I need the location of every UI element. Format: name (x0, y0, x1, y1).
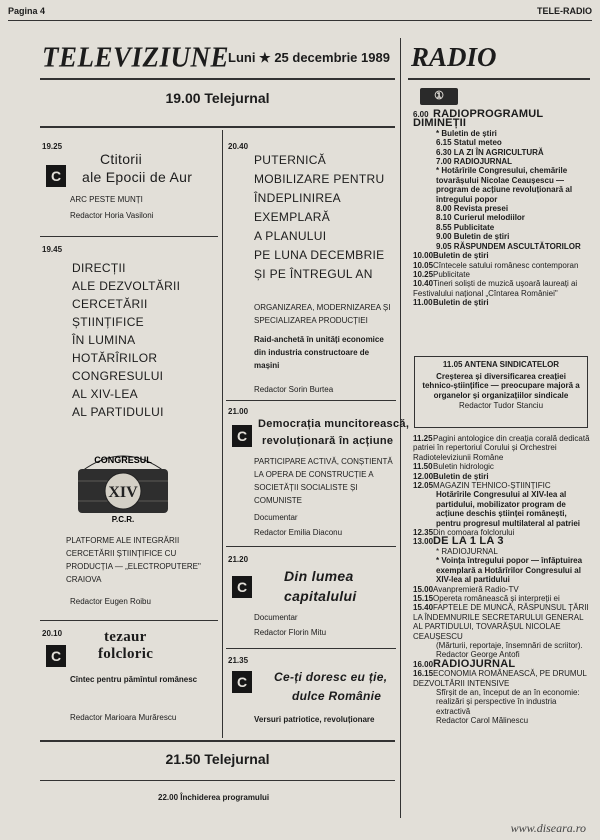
syndicate-editor: Redactor Tudor Stanciu (458, 401, 544, 410)
radio-item-text: DE LA 1 LA 3 (433, 535, 504, 548)
radio-item (413, 537, 591, 546)
program-time: 19.45 (42, 245, 63, 254)
program-title-line: DIRECȚII (72, 261, 126, 275)
channel-badge: C (46, 645, 66, 667)
channel-badge: C (46, 165, 66, 187)
program-subtitle: ORGANIZAREA, MODERNIZAREA ȘI SPECIALIZAREA PRODUCȚIEI (254, 303, 391, 325)
radio-schedule-1 (413, 110, 591, 308)
radio-item-text: 9.05 RĂSPUNDEM ASCULTĂTORILOR (436, 241, 581, 251)
radio-item-text: * Buletin de știri (436, 128, 497, 138)
radio-item-text: Avanpremieră Radio-TV (433, 584, 519, 594)
radio-item-text: ECONOMIA ROMÂNEASCĂ, PE DRUMUL DEZVOLTĂRII INTENSIVE (413, 669, 587, 688)
rule (40, 126, 395, 128)
tv-column-divider (222, 130, 223, 738)
program-title-line: HOTĂRÎRILOR (72, 351, 158, 365)
radio-item (413, 279, 591, 298)
program-title-line: PE LUNA DECEMBRIE (254, 248, 385, 262)
syndicate-heading (415, 360, 587, 370)
rule (226, 400, 396, 401)
program-description: Raid-anchetă în unități economice din industria constructoare de mașini (254, 335, 384, 370)
program-editor: Redactor Emilia Diaconu (254, 528, 343, 537)
radio-item (413, 261, 591, 270)
program-title: capitalului (284, 588, 357, 604)
radio-item (413, 490, 591, 528)
radio-schedule-2 (413, 434, 591, 726)
radio-item (413, 472, 591, 481)
radio-item-time: 11.50 (413, 462, 433, 472)
radio-item-time: 11.00 (413, 298, 433, 308)
program-editor: Redactor Horia Vasiloni (70, 211, 154, 220)
telejurnal-2150: 21.50 Telejurnal (165, 751, 270, 767)
radio-item-time: 16.00 (413, 659, 434, 669)
radio-item-text: RADIOJURNAL (433, 657, 516, 670)
radio-item-text: Buletin de știri (433, 298, 489, 308)
radio-item-text: MAGAZIN TEHNICO-ȘTIINȚIFIC (433, 481, 551, 491)
program-title-line: PUTERNICĂ (254, 153, 327, 167)
channel-badge: C (232, 576, 252, 598)
radio-item-text: FAPTELE DE MUNCĂ, RĂSPUNSUL ȚĂRII LA ÎNDEMNURILE SECRETARULUI GENERAL AL PARTIDULUI, TOVARĂȘUL NICOLAE CEAUȘESCU (413, 603, 589, 641)
radio-section-title: RADIO (411, 42, 497, 72)
radio-item (413, 157, 591, 166)
program-title-line: ȘI PE ÎNTREGUL AN (254, 267, 373, 281)
radio-item (413, 251, 591, 260)
radio-item-time: 12.05 (413, 481, 434, 491)
radio-item-text: Hotărîrile Congresului al XIV-lea al partidului, mobilizator program de acțiune deschis științei românești, pentru progresul multilateral al patriei (436, 490, 581, 528)
program-editor: Redactor Florin Mitu (254, 628, 327, 637)
radio-item-time: 12.00 (413, 471, 434, 481)
program-title: ale Epocii de Aur (82, 169, 193, 185)
telejurnal-1900: 19.00 Telejurnal (165, 90, 270, 106)
program-title: Ce-ți doresc eu ție, (274, 670, 388, 684)
radio-item-text: 8.00 Revista presei (436, 204, 509, 214)
closing-program: 22.00 Închiderea programului (158, 793, 270, 802)
program-title: Democrația muncitorească, (258, 418, 410, 430)
radio-item (413, 204, 591, 213)
syndicate-time: 11.05 (442, 360, 463, 369)
radio-item (413, 223, 591, 232)
program-editor: Redactor Eugen Roibu (70, 597, 151, 606)
program-subtitle: ARC PESTE MUNȚI (70, 195, 143, 204)
radio-item (413, 110, 591, 129)
program-title: Ctitorii (100, 151, 143, 167)
syndicate-box (414, 356, 588, 428)
radio-item (413, 594, 591, 603)
program-title-block (72, 259, 180, 421)
program-time: 21.35 (228, 656, 249, 665)
radio-item (413, 657, 591, 670)
header-rule (8, 20, 592, 21)
rule (40, 236, 218, 237)
program-title: Din lumea (284, 568, 354, 584)
radio-item-text: Buletin hidrologic (433, 462, 494, 472)
program-title-line: EXEMPLARĂ (254, 210, 331, 224)
radio-item-text: Opereta românească și interpreții ei (433, 593, 560, 603)
radio-item-text: RADIOPROGRAMUL DIMINEȚII (413, 108, 544, 130)
page-number: Pagina 4 (8, 6, 46, 16)
radio-item-time: 15.15 (413, 593, 434, 603)
radio-item (413, 298, 591, 307)
radio-item-text: (Mărturii, reportaje, însemnări de scriitor). Redactor George Antofi (436, 640, 583, 660)
rule (226, 648, 396, 649)
radio-item (413, 232, 591, 241)
channel-badge: C (232, 671, 252, 693)
program-time: 20.40 (228, 142, 249, 151)
radio-item-text: 6.30 LA ZI ÎN AGRICULTURĂ (436, 147, 544, 157)
program-title: dulce Românie (292, 689, 382, 703)
radio-item-time: 13.00 (413, 537, 434, 547)
program-time: 19.25 (42, 142, 63, 151)
radio-item-time: 15.40 (413, 603, 434, 613)
emblem-bottom-text: P.C.R. (111, 515, 135, 524)
radio-item (413, 688, 591, 716)
program-description: Versuri patriotice, revoluționare (254, 715, 375, 724)
emblem-top-text: CONGRESUL (94, 455, 152, 465)
radio-item (413, 716, 591, 725)
radio-item-text: 7.00 RADIOJURNAL (436, 157, 513, 167)
site-watermark: www.diseara.ro (510, 821, 586, 835)
rule (40, 780, 395, 781)
radio-item-text: Sfîrșit de an, început de an în economie: realizări și perspective în industria extractivă (436, 687, 580, 716)
radio-item-text: * Hotărîrile Congresului, chemările tovarășului Nicolae Ceaușescu — program de acțiune revoluționară al întregului popor (436, 166, 573, 204)
radio-item-text: Cîntecele satului românesc contemporan (433, 260, 579, 270)
radio-item (413, 129, 591, 138)
program-time: 21.00 (228, 407, 249, 416)
tv-section-title: TELEVIZIUNE (42, 41, 230, 73)
radio-title-rule (408, 78, 590, 80)
program-description: Cîntec pentru pămîntul românesc (70, 675, 198, 684)
radio-item-time: 11.25 (413, 434, 433, 443)
program-time: 21.20 (228, 555, 249, 564)
program-title-line: AL XIV-LEA (72, 387, 138, 401)
rule (40, 740, 395, 742)
rule (40, 620, 218, 621)
radio-item (413, 434, 591, 462)
radio-item-text: * RADIOJURNAL (436, 546, 498, 556)
program-title: revoluționară în acțiune (262, 435, 394, 447)
radio-item (413, 166, 591, 204)
radio-item-text: * Voința întregului popor — înfăptuirea exemplară a Hotărîrilor Congresului al XIV-lea al partidului (436, 556, 583, 585)
program-time: 20.10 (42, 629, 63, 638)
program-title-line: MOBILIZARE PENTRU (254, 172, 385, 186)
radio-item (413, 138, 591, 147)
radio-item-time: 16.15 (413, 669, 434, 679)
program-title: tezaur (104, 629, 147, 645)
program-title-block (254, 151, 384, 284)
channel-badge: C (232, 425, 252, 447)
program-kind: Documentar (254, 613, 298, 622)
radio-item-time: 10.40 (413, 279, 434, 289)
radio-item-text: Publicitate (433, 269, 470, 279)
date: Luni ★ 25 decembrie 1989 (228, 50, 390, 65)
radio-item (413, 213, 591, 222)
program-title-line: CERCETĂRII (72, 297, 148, 311)
radio-item-time: 6.00 (413, 110, 429, 119)
radio-item (413, 547, 591, 556)
program-title-line: A PLANULUI (254, 229, 327, 243)
radio-item (413, 242, 591, 251)
program-title-line: ÎNDEPLINIREA (254, 191, 341, 205)
radio-item-time: 10.00 (413, 251, 434, 261)
program-title-line: CONGRESULUI (72, 369, 164, 383)
congress-emblem (68, 445, 178, 525)
radio-item-time: 12.35 (413, 528, 434, 538)
program-description: PARTICIPARE ACTIVĂ, CONȘTIENTĂ LA OPERA DE CONSTRUCȚIE A SOCIETĂȚII SOCIALISTE ȘI COMUNISTE (254, 457, 393, 505)
emblem-mid-text: XIV (108, 484, 138, 501)
radio-item-text: Tineri soliști de muzică ușoară laureați ai Festivalului național „Cîntarea României" (413, 279, 578, 298)
radio-item-time: 15.00 (413, 584, 434, 594)
radio-item (413, 669, 591, 688)
radio-item-time: 10.05 (413, 260, 434, 270)
syndicate-title: ANTENA SINDICATELOR (464, 360, 560, 369)
radio-item-text: 6.15 Statul meteo (436, 138, 502, 148)
syndicate-description: Creșterea și diversificarea creației tehnico-științifice — preocupare majoră a organelor și organizațiilor sindicale (422, 371, 580, 400)
radio-item-text: Din comoara folclorului (433, 528, 515, 538)
radio-item-text: 9.00 Buletin de știri (436, 232, 510, 242)
program-title-line: ȘTIINȚIFICE (72, 315, 144, 329)
program-title: folcloric (98, 646, 154, 662)
radio-item (413, 556, 591, 584)
radio-item-text: Redactor Carol Mălinescu (436, 716, 529, 726)
radio-item (413, 462, 591, 471)
page-header (8, 4, 592, 18)
radio-item (413, 270, 591, 279)
radio-item (413, 148, 591, 157)
program-editor: Redactor Sorin Burtea (254, 385, 334, 394)
radio-item-text: Pagini antologice din creația corală dedicată patriei în repertoriul Corului și Orchestrei Radioteleviziunii Române (413, 434, 590, 462)
program-title-line: ÎN LUMINA (72, 333, 136, 347)
program-editor: Redactor Marioara Murărescu (70, 713, 177, 722)
program-1-badge: ① (420, 88, 458, 105)
program-title-line: ALE DEZVOLTĂRII (72, 279, 181, 293)
radio-item-text: 8.55 Publicitate (436, 222, 495, 232)
program-title-line: AL PARTIDULUI (72, 405, 164, 419)
radio-item (413, 481, 591, 490)
radio-item-text: Buletin de știri (433, 251, 489, 261)
program-description: PLATFORME ALE INTEGRĂRII CERCETĂRII ȘTIINȚIFICE CU PRODUCȚIA — „ELECTROPUTERE" CRAIOVA (66, 536, 201, 584)
radio-item-time: 10.25 (413, 269, 434, 279)
program-kind: Documentar (254, 513, 298, 522)
radio-item (413, 585, 591, 594)
tv-title-rule (40, 78, 395, 80)
paper-name: TELE-RADIO (537, 6, 592, 16)
radio-item (413, 603, 591, 641)
rule (226, 546, 396, 547)
radio-item-text: 8.10 Curierul melodiilor (436, 213, 525, 223)
radio-item-text: Buletin de știri (433, 471, 489, 481)
